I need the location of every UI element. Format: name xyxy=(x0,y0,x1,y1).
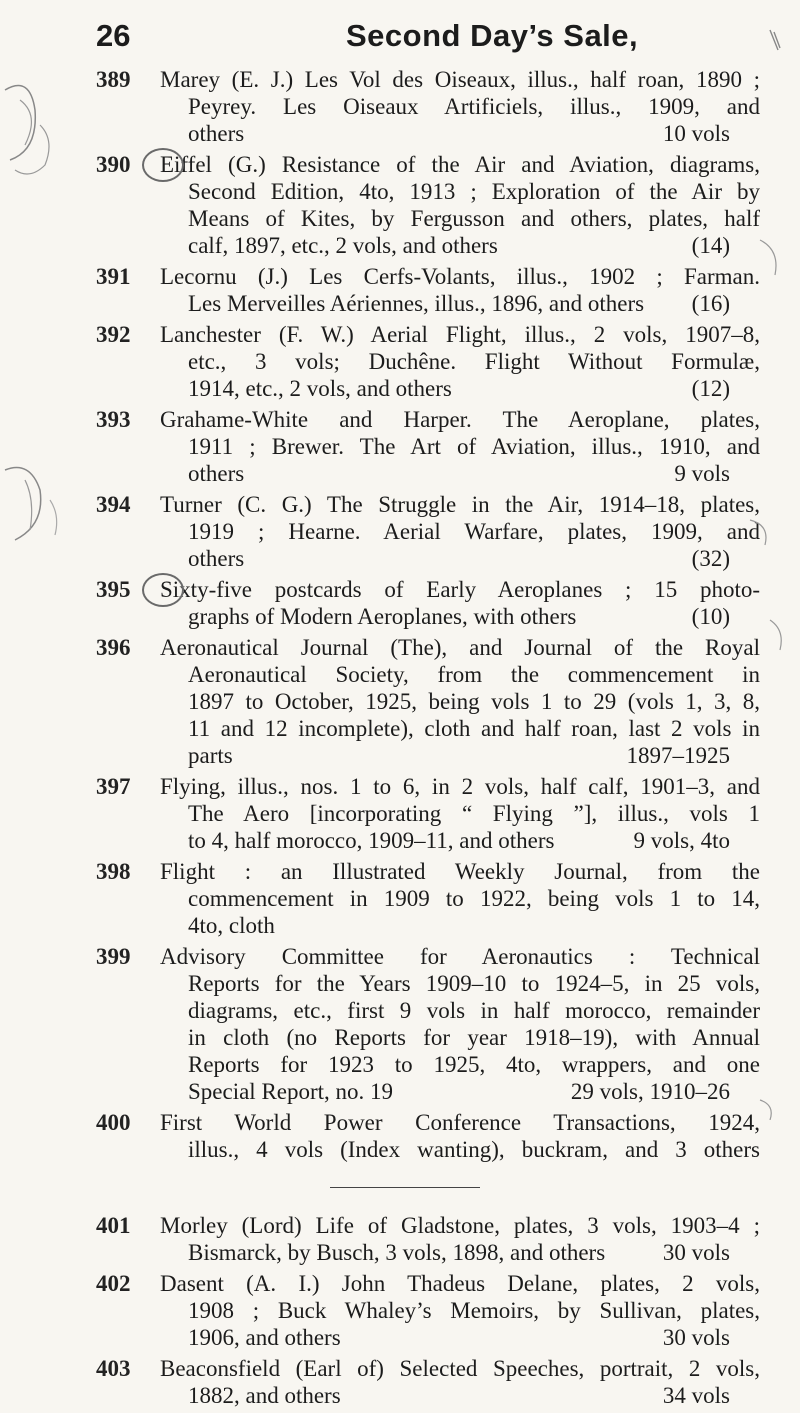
lot-line: others xyxy=(188,121,245,146)
lot-line: 1911 ; Brewer. The Art of Aviation, illus., 1910, and xyxy=(188,434,760,459)
lot-line: 1914, etc., 2 vols, and others xyxy=(188,376,452,401)
lot-line: Lecornu (J.) Les Cerfs-Volants, illus., 1902 ; Farman. xyxy=(160,264,760,289)
lot-line: 1897 to October, 1925, being vols 1 to 29 (vols 1, 3, 8, xyxy=(188,689,760,714)
lot-line-final xyxy=(160,232,760,259)
lot-number: 403 xyxy=(96,1356,131,1381)
lot-entry xyxy=(96,321,760,402)
lot-line: Aeronautical Journal (The), and Journal of the Royal xyxy=(160,635,760,660)
lot-line: Turner (C. G.) The Struggle in the Air, 1914–18, plates, xyxy=(160,492,760,517)
lot-number: 399 xyxy=(96,944,131,969)
lot-line: Morley (Lord) Life of Gladstone, plates, 3 vols, 1903–4 ; xyxy=(160,1213,760,1238)
lot-entry xyxy=(96,151,760,259)
lot-entry xyxy=(96,1270,760,1351)
lot-number: 402 xyxy=(96,1271,131,1296)
lot-line: The Aero [incorporating “ Flying ”], illus., vols 1 xyxy=(188,801,760,826)
lot-quantity: (14) xyxy=(691,233,730,258)
lot-quantity: 9 vols, 4to xyxy=(633,828,730,853)
lot-line-final xyxy=(160,603,760,630)
lot-quantity: (32) xyxy=(691,546,730,571)
lot-line: 1908 ; Buck Whaley’s Memoirs, by Sullivan, plates, xyxy=(188,1298,760,1323)
right-margin-pencil-marks xyxy=(730,20,800,1120)
lot-line: Special Report, no. 19 xyxy=(188,1079,394,1104)
lot-line-final xyxy=(160,120,760,147)
lot-line: Flight : an Illustrated Weekly Journal, from the xyxy=(160,859,760,884)
lot-line: to 4, half morocco, 1909–11, and others xyxy=(188,828,555,853)
lot-line: illus., 4 vols (Index wanting), buckram, and 3 others xyxy=(188,1137,760,1162)
lot-line: Means of Kites, by Fergusson and others, plates, half xyxy=(188,206,760,231)
lot-line: Peyrey. Les Oiseaux Artificiels, illus., 1909, and xyxy=(188,94,760,119)
lot-line: Marey (E. J.) Les Vol des Oiseaux, illus., half roan, 1890 ; xyxy=(160,67,760,92)
page-header xyxy=(96,16,760,56)
lot-line: parts xyxy=(188,743,233,768)
lot-entry xyxy=(96,1355,760,1409)
lot-quantity: 1897–1925 xyxy=(626,743,730,768)
lot-entry xyxy=(96,1212,760,1266)
lot-entry xyxy=(96,491,760,572)
running-title: Second Day’s Sale, xyxy=(346,18,639,53)
lot-entry xyxy=(96,773,760,854)
lot-line-final xyxy=(160,827,760,854)
lot-quantity: (16) xyxy=(691,291,730,316)
lot-line: 1882, and others xyxy=(188,1383,341,1408)
lot-list xyxy=(0,66,800,1413)
lot-number: 401 xyxy=(96,1213,131,1238)
lot-number: 393 xyxy=(96,407,131,432)
lot-entry xyxy=(96,576,760,630)
lot-entry xyxy=(96,1109,760,1163)
lot-number: 398 xyxy=(96,859,131,884)
lot-number: 396 xyxy=(96,635,131,660)
page-number: 26 xyxy=(96,18,131,53)
lot-line-final xyxy=(160,545,760,572)
lot-number: 389 xyxy=(96,67,131,92)
lot-line: others xyxy=(188,461,245,486)
lot-line-final xyxy=(160,912,760,939)
lot-quantity: 29 vols, 1910–26 xyxy=(570,1079,730,1104)
lot-line: in cloth (no Reports for year 1918–19), with Annual xyxy=(188,1025,760,1050)
lot-line: calf, 1897, etc., 2 vols, and others xyxy=(188,233,498,258)
lot-line: Reports for 1923 to 1925, 4to, wrappers, and one xyxy=(188,1052,760,1077)
lot-line: etc., 3 vols; Duchêne. Flight Without Formulæ, xyxy=(188,349,760,374)
lot-line-final xyxy=(160,1382,760,1409)
lot-line: 4to, cloth xyxy=(188,913,275,938)
lot-entry xyxy=(96,263,760,317)
lot-quantity: 10 vols xyxy=(662,121,730,146)
lot-number: 391 xyxy=(96,264,131,289)
lot-line-final xyxy=(160,375,760,402)
lot-entry xyxy=(96,943,760,1105)
lot-line: graphs of Modern Aeroplanes, with others xyxy=(188,604,577,629)
lot-circle-mark xyxy=(142,573,184,607)
lot-line: 1906, and others xyxy=(188,1325,341,1350)
lot-entry xyxy=(96,634,760,769)
lot-number: 392 xyxy=(96,322,131,347)
lot-quantity: 30 vols xyxy=(662,1240,730,1265)
lot-line-final xyxy=(160,1078,760,1105)
lot-line: Reports for the Years 1909–10 to 1924–5, in 25 vols, xyxy=(188,971,760,996)
lot-entry xyxy=(96,406,760,487)
lot-line-final xyxy=(160,1324,760,1351)
lot-line: Advisory Committee for Aeronautics : Technical xyxy=(160,944,760,969)
lot-entry xyxy=(96,858,760,939)
lot-number: 397 xyxy=(96,774,131,799)
lot-line: Grahame-White and Harper. The Aeroplane, plates, xyxy=(160,407,760,432)
lot-line: commencement in 1909 to 1922, being vols 1 to 14, xyxy=(188,886,760,911)
lot-line: Beaconsfield (Earl of) Selected Speeches, portrait, 2 vols, xyxy=(160,1356,760,1381)
lot-line: Dasent (A. I.) John Thadeus Delane, plates, 2 vols, xyxy=(160,1271,760,1296)
lot-line: First World Power Conference Transactions, 1924, xyxy=(160,1110,760,1135)
lot-line: Second Edition, 4to, 1913 ; Exploration of the Air by xyxy=(188,179,760,204)
lot-quantity: 34 vols xyxy=(662,1383,730,1408)
lot-line-final xyxy=(160,460,760,487)
lot-quantity: (10) xyxy=(691,604,730,629)
lot-line-final xyxy=(160,1239,760,1266)
lot-line: Les Merveilles Aériennes, illus., 1896, and others xyxy=(188,291,645,316)
lot-line: Aeronautical Society, from the commencement in xyxy=(188,662,760,687)
lot-number: 400 xyxy=(96,1110,131,1135)
lot-line: 11 and 12 incomplete), cloth and half roan, last 2 vols in xyxy=(188,716,760,741)
lot-line: 1919 ; Hearne. Aerial Warfare, plates, 1909, and xyxy=(188,519,760,544)
lot-quantity: 30 vols xyxy=(662,1325,730,1350)
lot-line: diagrams, etc., first 9 vols in half morocco, remainder xyxy=(188,998,760,1023)
lot-line: Eiffel (G.) Resistance of the Air and Aviation, diagrams, xyxy=(160,152,760,177)
lot-line: Bismarck, by Busch, 3 vols, 1898, and others xyxy=(188,1240,606,1265)
lot-line-final xyxy=(160,742,760,769)
lot-circle-mark xyxy=(142,148,184,182)
section-divider xyxy=(330,1187,480,1188)
lot-entry xyxy=(96,66,760,147)
lot-number: 395 xyxy=(96,577,131,602)
lot-quantity: 9 vols xyxy=(674,461,730,486)
lot-line: Sixty-five postcards of Early Aeroplanes ; 15 photo- xyxy=(160,577,760,602)
lot-number: 390 xyxy=(96,152,131,177)
lot-number: 394 xyxy=(96,492,131,517)
lot-line: Flying, illus., nos. 1 to 6, in 2 vols, half calf, 1901–3, and xyxy=(160,774,760,799)
lot-line: Lanchester (F. W.) Aerial Flight, illus., 2 vols, 1907–8, xyxy=(160,322,760,347)
lot-quantity: (12) xyxy=(691,376,730,401)
lot-line-final xyxy=(160,290,760,317)
lot-line: others xyxy=(188,546,245,571)
